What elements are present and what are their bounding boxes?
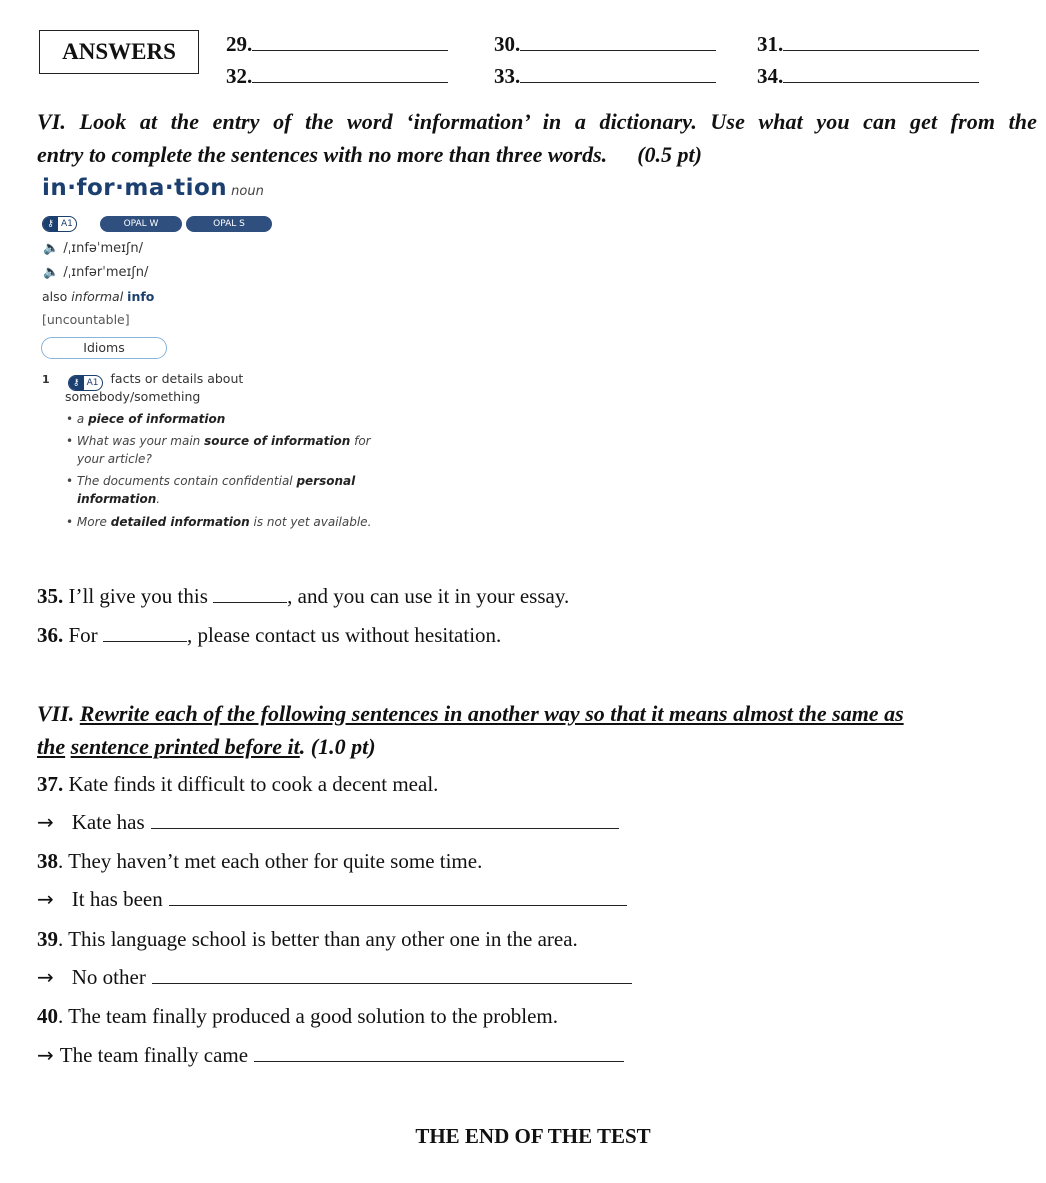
answer-number: 33. [494, 64, 521, 88]
also-text: also [42, 289, 68, 304]
question-text: . They haven’t met each other for quite some time. [58, 849, 483, 873]
example-bold: information [77, 492, 157, 506]
section-7-heading-line1 [37, 697, 1037, 730]
answer-number: 32. [226, 64, 253, 88]
example-4: • More detailed information is not yet available. [66, 515, 372, 529]
example-bold: source of information [204, 434, 351, 448]
example-bold: detailed information [110, 515, 250, 529]
definition-line2: somebody/something [65, 389, 201, 404]
example-2: • What was your main source of information for your article? [66, 434, 371, 466]
section-6-points: (0.5 pt) [637, 142, 702, 167]
section-7-instruction: Rewrite each of the following sentences in another way so that it means almost the same as [79, 701, 904, 726]
arrow-icon: → [37, 1043, 54, 1067]
answer-blank[interactable] [252, 33, 448, 51]
question-text: For [63, 623, 103, 647]
section-7-heading-line2 [37, 730, 1037, 763]
section-7-instruction: sentence printed before it [70, 734, 300, 759]
example-text: . [156, 492, 161, 506]
sense-level-label: A1 [86, 378, 99, 388]
answer-blank[interactable] [152, 966, 632, 984]
level-label: A1 [61, 219, 73, 229]
question-text: , and you can use it in your essay. [287, 584, 570, 608]
pronunciation-uk [43, 241, 143, 256]
section-7-points: . (1.0 pt) [299, 734, 376, 759]
idioms-button[interactable]: Idioms [41, 337, 167, 359]
rewrite-38 [37, 885, 627, 913]
section-7-instruction: the [37, 734, 66, 759]
arrow-icon: → [37, 810, 54, 834]
question-36 [37, 621, 501, 649]
question-40 [37, 1002, 558, 1030]
also-informal-line [42, 289, 154, 304]
example-text: The documents contain confidential [76, 474, 297, 488]
answer-number: 34. [757, 64, 784, 88]
answer-number: 31. [757, 32, 784, 56]
example-text: is not yet available. [249, 515, 372, 529]
question-number: 38 [37, 849, 58, 873]
question-number: 35. [37, 584, 64, 608]
section-6-heading-line2 [37, 138, 1037, 171]
question-text: I’ll give you this [63, 584, 214, 608]
example-bold: piece of information [88, 412, 226, 426]
example-text: a [76, 412, 89, 426]
rewrite-start: It has been [71, 887, 163, 911]
informal-label: informal [71, 289, 124, 304]
question-number: 40 [37, 1004, 58, 1028]
example-text: More [76, 515, 111, 529]
grammar-label: [uncountable] [42, 312, 130, 327]
question-39 [37, 925, 578, 953]
rewrite-start: No other [71, 965, 146, 989]
answer-blank[interactable] [520, 65, 716, 83]
end-of-test: THE END OF THE TEST [415, 1124, 651, 1148]
answer-blank[interactable] [252, 65, 448, 83]
dictionary-headword-row [42, 175, 264, 201]
rewrite-start: Kate has [71, 810, 145, 834]
question-text: . The team finally produced a good solution to the problem. [58, 1004, 559, 1028]
rewrite-37 [37, 808, 619, 836]
answer-number: 29. [226, 32, 253, 56]
answer-blank[interactable] [151, 811, 619, 829]
question-37 [37, 770, 438, 798]
question-number: 36. [37, 623, 64, 647]
part-of-speech: noun [231, 184, 264, 199]
answer-blank[interactable] [783, 33, 979, 51]
info-link[interactable]: info [127, 289, 155, 304]
answer-slot-31[interactable] [757, 32, 979, 57]
question-number: 37. [37, 772, 64, 796]
key-icon: ⚷ [43, 217, 58, 231]
sense-1-row [42, 371, 243, 389]
section-7-number: VII. [37, 701, 80, 726]
speaker-uk-icon[interactable]: 🔈 [43, 241, 60, 256]
example-1: • a piece of information [66, 412, 226, 426]
answer-blank[interactable] [169, 888, 627, 906]
answer-slot-34[interactable] [757, 64, 979, 89]
example-text: your article? [77, 452, 152, 466]
headword: in·for·ma·tion [42, 175, 228, 201]
answer-blank[interactable] [213, 585, 287, 603]
answer-slot-33[interactable] [494, 64, 716, 89]
answer-blank[interactable] [520, 33, 716, 51]
section-6-heading [37, 105, 1037, 171]
answer-blank[interactable] [783, 65, 979, 83]
definition-line1: facts or details about [110, 371, 244, 386]
question-35 [37, 582, 569, 610]
question-number: 39 [37, 927, 58, 951]
rewrite-start: The team finally came [59, 1043, 249, 1067]
answer-number: 30. [494, 32, 521, 56]
rewrite-40 [37, 1041, 624, 1069]
section-7-heading [37, 697, 1037, 763]
oxford-3000-badge [42, 216, 77, 232]
example-bold: personal [296, 474, 356, 488]
example-text: What was your main [76, 434, 205, 448]
section-6-heading-line1: VI. Look at the entry of the word ‘information’ in a dictionary. Use what you can get from the [37, 109, 1037, 134]
pron-uk-text: /ˌɪnfəˈmeɪʃn/ [63, 241, 143, 256]
opal-w-tag: OPAL W [100, 216, 182, 232]
speaker-us-icon[interactable]: 🔈 [43, 265, 60, 280]
answers-label: ANSWERS [39, 30, 199, 74]
arrow-icon: → [37, 965, 54, 989]
sense-number: 1 [42, 373, 50, 386]
pron-us-text: /ˌɪnfərˈmeɪʃn/ [63, 265, 149, 280]
section-6-instruction: entry to complete the sentences with no more than three words. [37, 142, 608, 167]
arrow-icon: → [37, 887, 54, 911]
answer-blank[interactable] [254, 1044, 624, 1062]
example-3: • The documents contain confidential personal information. [66, 474, 356, 506]
answer-blank[interactable] [103, 624, 187, 642]
opal-s-tag: OPAL S [186, 216, 272, 232]
answer-slot-29[interactable] [226, 32, 448, 57]
question-text: . This language school is better than any other one in the area. [58, 927, 578, 951]
pronunciation-us [43, 265, 148, 280]
question-38 [37, 847, 482, 875]
rewrite-39 [37, 963, 632, 991]
question-text: , please contact us without hesitation. [186, 623, 502, 647]
key-icon: ⚷ [69, 376, 84, 390]
question-text: Kate finds it difficult to cook a decent meal. [63, 772, 439, 796]
example-text: for [350, 434, 371, 448]
answer-slot-30[interactable] [494, 32, 716, 57]
answer-slot-32[interactable] [226, 64, 448, 89]
